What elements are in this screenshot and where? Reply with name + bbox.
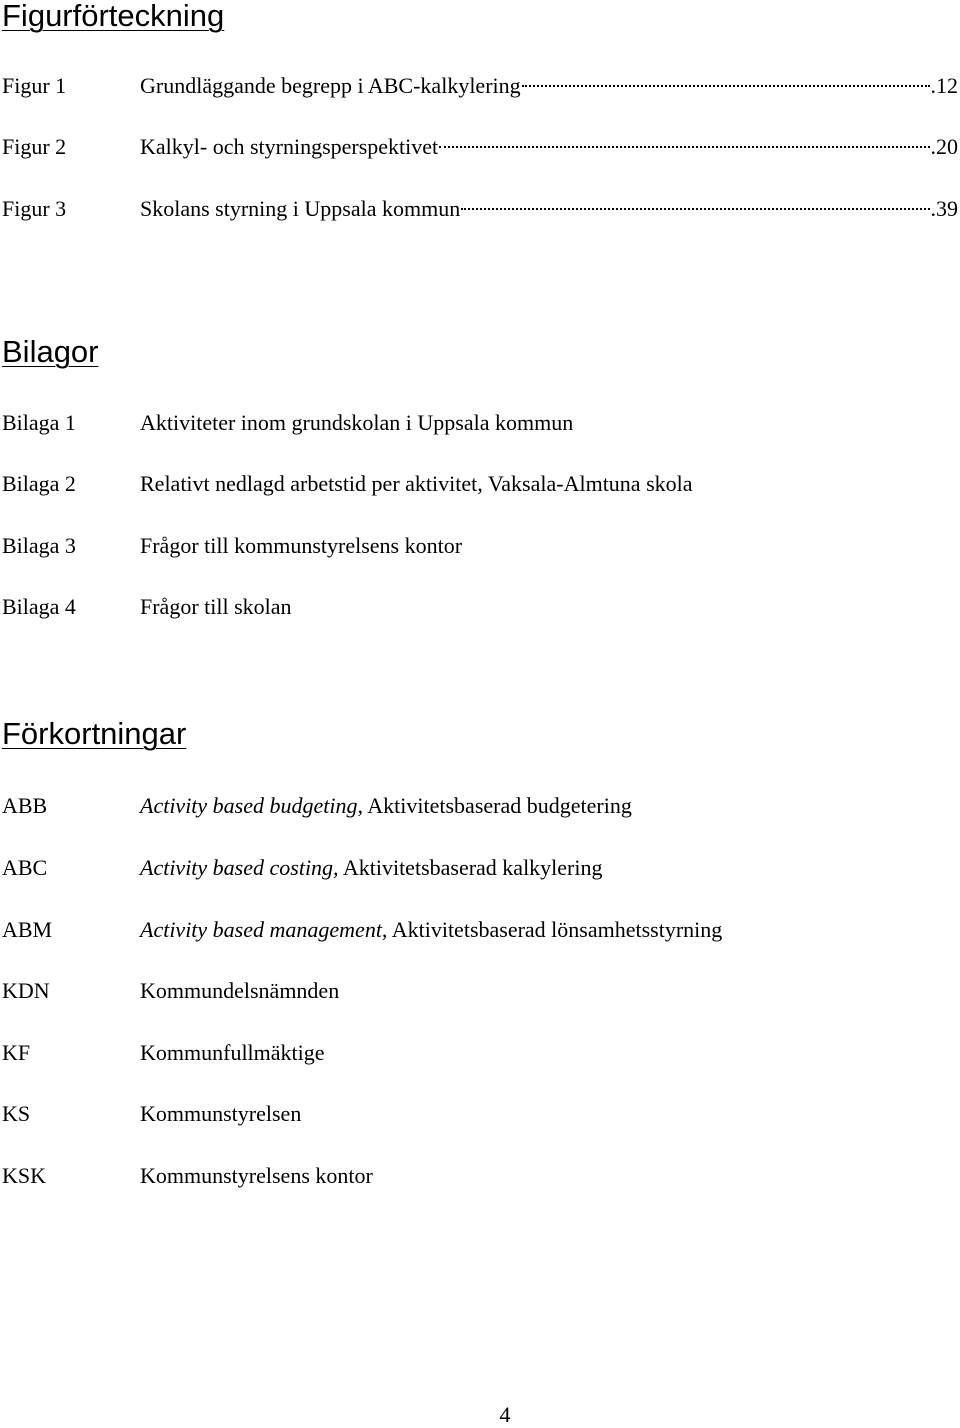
abbreviation-entry-ks xyxy=(0,1099,960,1129)
dot-leader xyxy=(461,208,929,210)
abbreviation: ABC xyxy=(2,855,48,880)
appendix-entry-4 xyxy=(0,592,960,622)
abbreviation-entry-abm xyxy=(0,915,960,945)
figure-title: Grundläggande begrepp i ABC-kalkylering xyxy=(140,73,521,98)
appendix-label: Bilaga 3 xyxy=(2,533,76,558)
abbreviation: KS xyxy=(2,1101,31,1126)
swedish-term: Aktivitetsbaserad budgetering xyxy=(363,793,632,818)
abbreviation-entry-abc xyxy=(0,853,960,883)
appendix-title: Relativt nedlagd arbetstid per aktivitet, Vaksala-Almtuna skola xyxy=(140,471,693,496)
abbreviation-entry-ksk xyxy=(0,1161,960,1191)
swedish-term: Aktivitetsbaserad lönsamhetsstyrning xyxy=(387,917,723,942)
figure-page: .20 xyxy=(930,134,958,159)
figure-entry-2 xyxy=(0,132,960,162)
dot-leader xyxy=(439,146,929,148)
abbreviation-definition: Kommunfullmäktige xyxy=(140,1040,325,1065)
abbreviation: KF xyxy=(2,1040,31,1065)
figure-label: Figur 3 xyxy=(2,196,67,221)
figure-page: .39 xyxy=(930,196,958,221)
abbreviation: KSK xyxy=(2,1163,47,1188)
appendix-label: Bilaga 2 xyxy=(2,471,76,496)
appendix-label: Bilaga 4 xyxy=(2,594,76,619)
appendix-entry-1 xyxy=(0,408,960,438)
figure-entry-3 xyxy=(0,194,960,224)
figure-list-heading: Figurförteckning xyxy=(2,0,225,33)
figure-page: .12 xyxy=(930,73,958,98)
appendix-entry-3 xyxy=(0,531,960,561)
appendix-title: Aktiviteter inom grundskolan i Uppsala kommun xyxy=(140,410,574,435)
abbreviation-entry-kf xyxy=(0,1038,960,1068)
figure-title: Skolans styrning i Uppsala kommun xyxy=(140,196,461,221)
appendix-list-heading: Bilagor xyxy=(2,334,99,369)
english-term: Activity based costing, xyxy=(140,855,339,880)
figure-title: Kalkyl- och styrningsperspektivet xyxy=(140,134,439,159)
figure-label: Figur 2 xyxy=(2,134,67,159)
swedish-term: Aktivitetsbaserad kalkylering xyxy=(338,855,603,880)
abbreviation-definition: Kommunstyrelsen xyxy=(140,1101,302,1126)
dot-leader xyxy=(522,85,930,87)
abbreviation-entry-abb xyxy=(0,791,960,821)
abbreviation-definition: Kommunstyrelsens kontor xyxy=(140,1163,373,1188)
page-number: 4 xyxy=(499,1402,511,1427)
appendix-title: Frågor till kommunstyrelsens kontor xyxy=(140,533,463,558)
appendix-entry-2 xyxy=(0,469,960,499)
abbreviation-list-heading: Förkortningar xyxy=(2,716,187,751)
english-term: Activity based budgeting, xyxy=(140,793,363,818)
abbreviation-definition xyxy=(140,791,632,821)
abbreviation-definition xyxy=(140,853,603,883)
appendix-title: Frågor till skolan xyxy=(140,594,292,619)
abbreviation-definition: Kommundelsnämnden xyxy=(140,978,340,1003)
abbreviation: ABB xyxy=(2,793,48,818)
appendix-label: Bilaga 1 xyxy=(2,410,76,435)
abbreviation-definition xyxy=(140,915,722,945)
abbreviation: KDN xyxy=(2,978,50,1003)
figure-entry-1 xyxy=(0,71,960,101)
english-term: Activity based management, xyxy=(140,917,388,942)
figure-label: Figur 1 xyxy=(2,73,67,98)
abbreviation-entry-kdn xyxy=(0,976,960,1006)
abbreviation: ABM xyxy=(2,917,53,942)
